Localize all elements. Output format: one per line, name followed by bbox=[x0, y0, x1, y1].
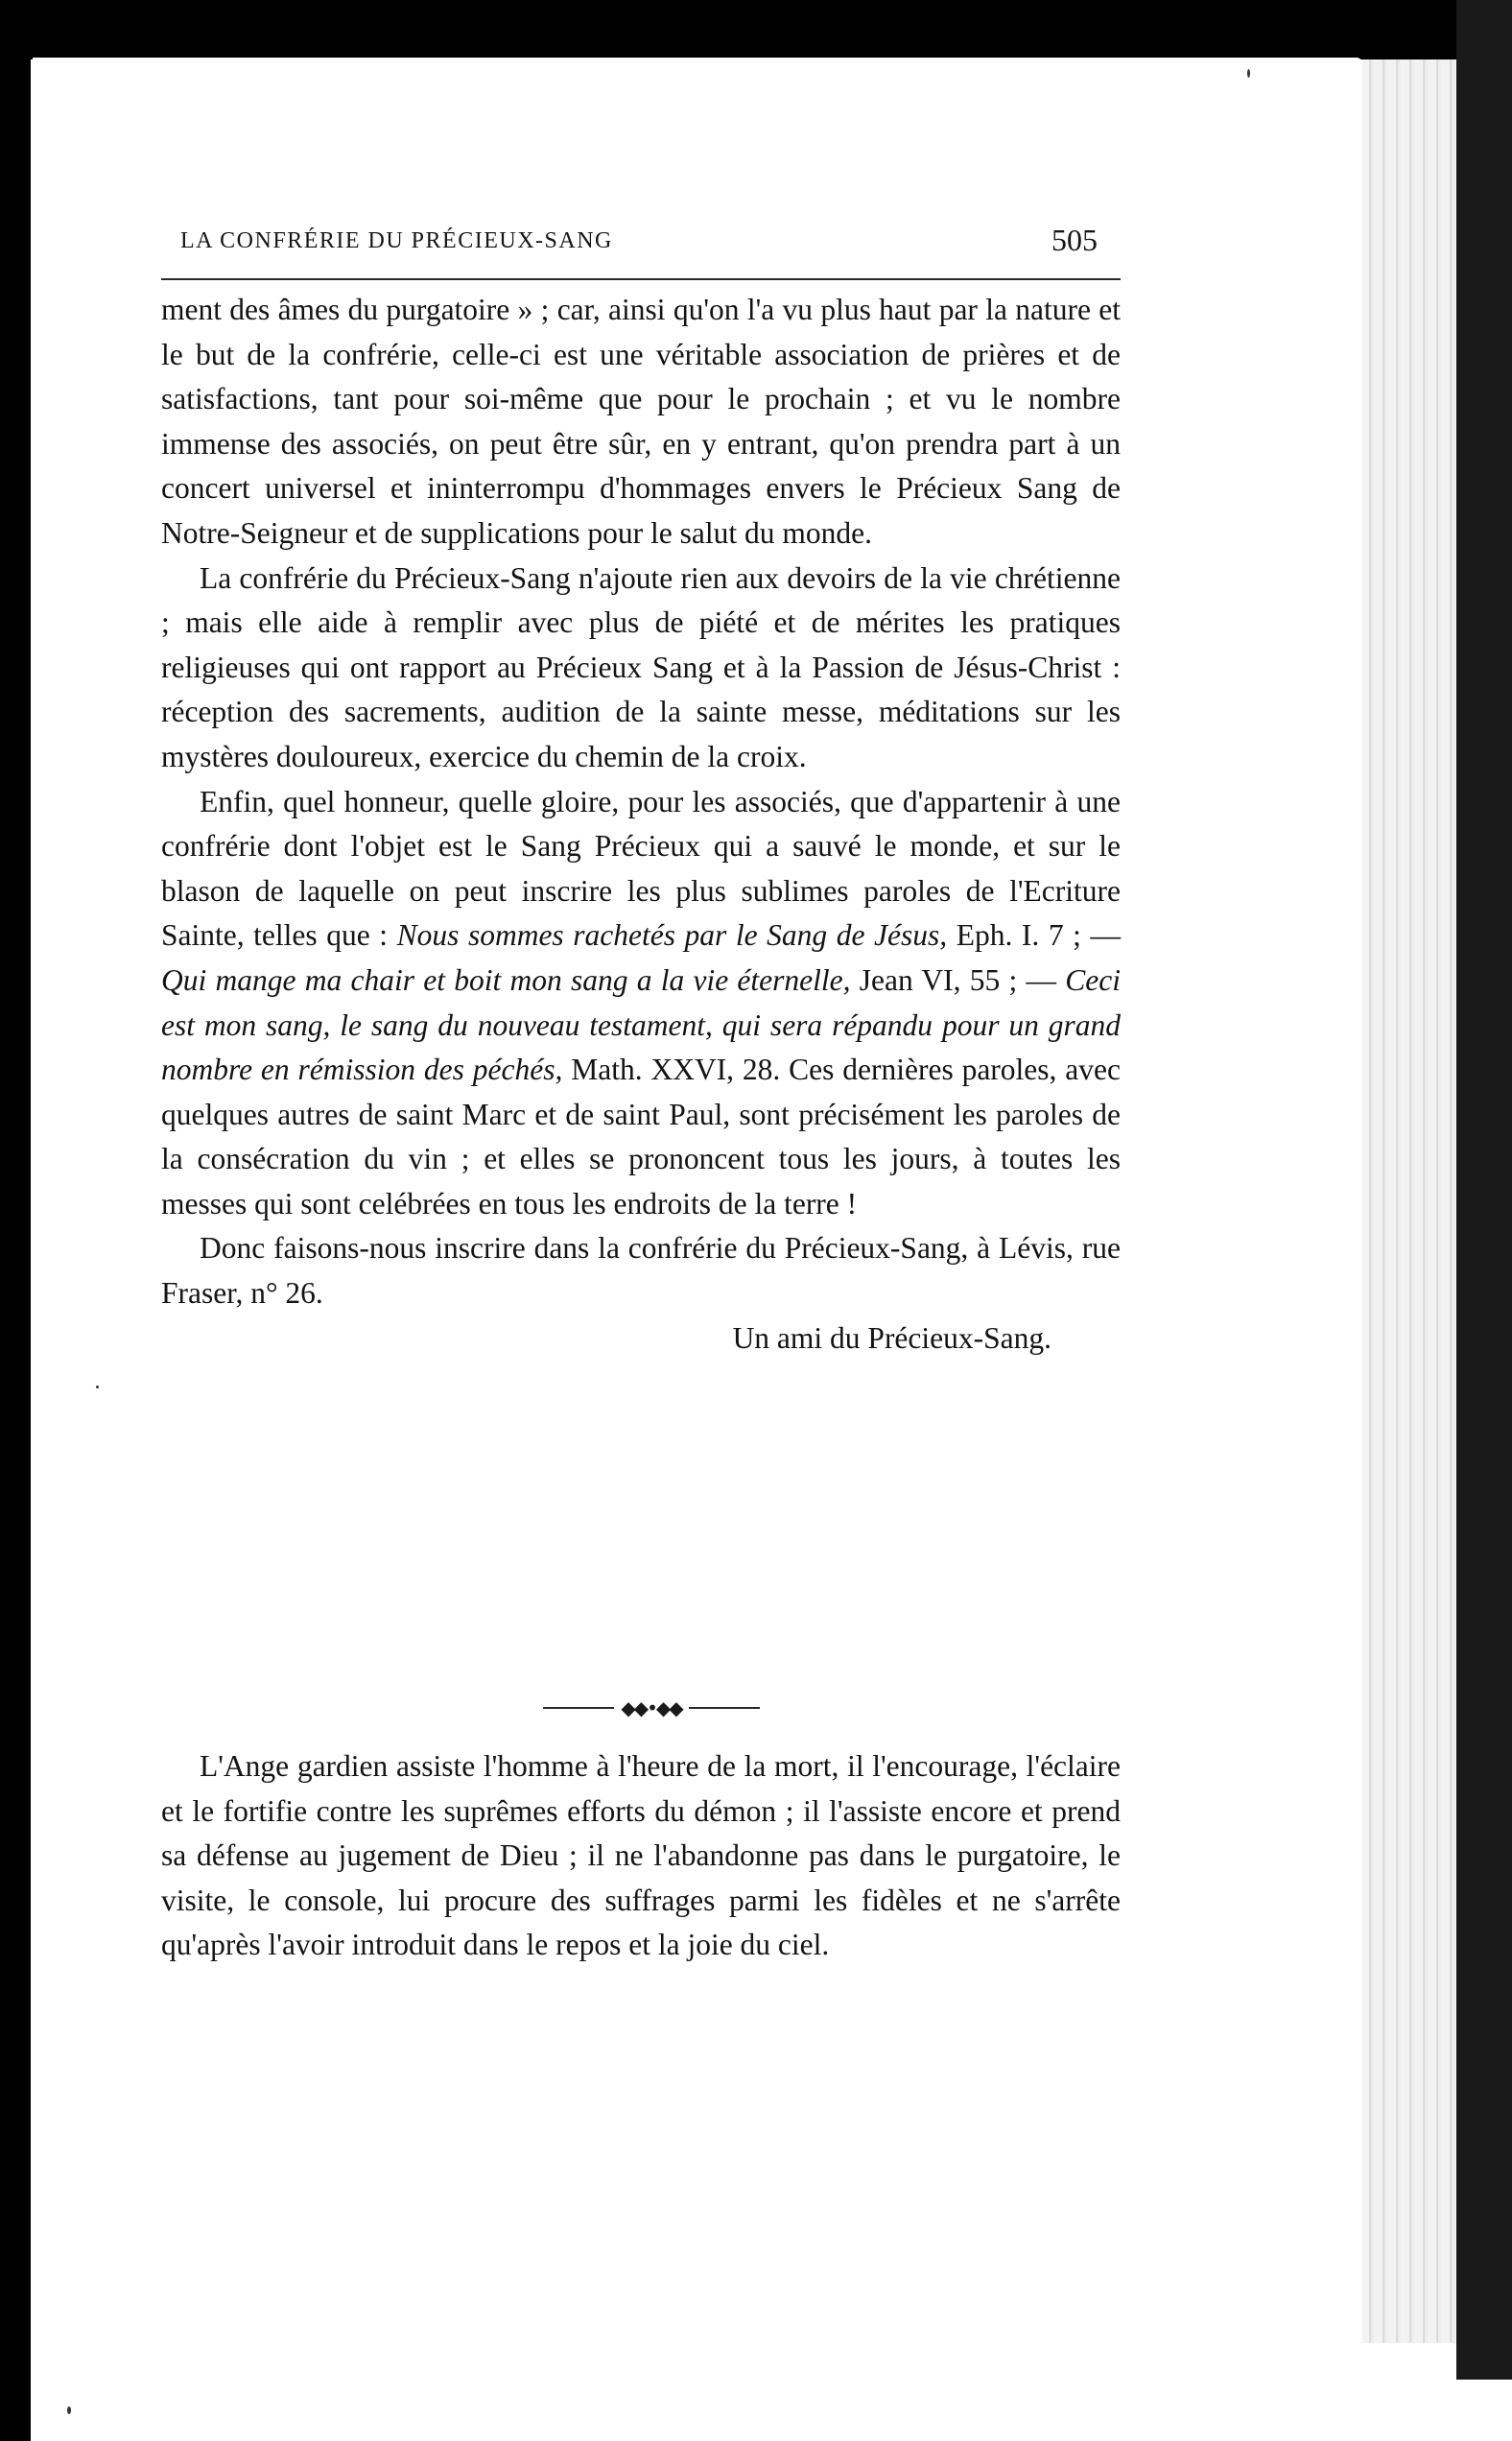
paragraph-2 bbox=[161, 557, 1121, 780]
text-run: L'Ange gardien assiste l'homme à l'heure de la mort, il l'encourage, l'éclaire et le fortifie contre les suprêmes efforts du démon ; il l'assiste encore et prend sa défense au jugement de Dieu ; il ne l'abandonne pas dans le purgatoire, le visite, le console, lui procure des suffrages parmi les fidèles et ne s'arrête qu'après l'avoir introduit dans le repos et la joie du ciel. bbox=[161, 1749, 1121, 1962]
main-text bbox=[161, 288, 1121, 1361]
scan-speck bbox=[67, 2406, 71, 2414]
closing-text bbox=[161, 1744, 1121, 1968]
italic-citation: Qui mange ma chair et boit mon sang a la vie éternelle, bbox=[161, 962, 851, 997]
text-run: Eph. I. 7 ; — bbox=[947, 918, 1121, 953]
paragraph-5 bbox=[161, 1744, 1121, 1968]
ornament-line-left bbox=[543, 1707, 614, 1709]
italic-citation: Nous sommes rachetés par le Sang de Jésus, bbox=[396, 918, 948, 953]
text-run: Math. XXVI, 28. Ces dernières paroles, avec quelques autres de saint Marc et de saint Paul, sont précisément les paroles de la consécration du vin ; et elles se prononcent tous les jours, à toutes les messes qui sont celébrées en tous les endroits de la terre ! bbox=[161, 1053, 1121, 1220]
page-number: 505 bbox=[1051, 223, 1098, 257]
ornament-glyph: ◆◆•◆◆ bbox=[621, 1696, 682, 1719]
scanner-border-left bbox=[0, 0, 31, 2441]
text-run: ment des âmes du purgatoire » ; car, ainsi qu'on l'a vu plus haut par la nature et le but de la confrérie, celle-ci est une véritable association de prières et de satisfactions, tant pour soi-même que pour le prochain ; et vu le nombre immense des associés, on peut être sûr, en y entrant, qu'on prendra part à un concert universel et ininterrompu d'hommages envers le Précieux Sang de Notre-Seigneur et de supplications pour le salut du monde. bbox=[161, 293, 1121, 550]
text-run: Enfin, quel honneur, quelle gloire, pour les associés, que d'appartenir à une confrérie dont l'objet est le Sang Précieux qui a sauvé le monde, et sur le blason de laquelle on peut inscrire les plus sublimes paroles de l'Ecriture Sainte, telles que : bbox=[161, 784, 1121, 953]
paragraph-3 bbox=[161, 780, 1121, 1227]
text-run: La confrérie du Précieux-Sang n'ajoute rien aux devoirs de la vie chrétienne ; mais elle aide à remplir avec plus de piété et de mérites les pratiques religieuses qui ont rapport au Précieux Sang et à la Passion de Jésus-Christ : réception des sacrements, audition de la sainte messe, méditations sur les mystères douloureux, exercice du chemin de la croix. bbox=[161, 560, 1121, 773]
header-rule bbox=[161, 278, 1121, 280]
text-run: Donc faisons-nous inscrire dans la confrérie du Précieux-Sang, à Lévis, rue Fraser, n° 26. bbox=[161, 1231, 1121, 1311]
ornament-line-right bbox=[689, 1707, 760, 1709]
text-run: Jean VI, 55 ; — bbox=[850, 962, 1066, 997]
scan-speck bbox=[1247, 69, 1250, 78]
scanner-border-top bbox=[0, 0, 1512, 59]
scanner-border-right bbox=[1456, 0, 1512, 2380]
section-ornament bbox=[543, 1696, 760, 1719]
italic-citation: Ceci est mon sang, le sang du nouveau testament, qui sera répandu pour un grand nombre en rémission des péchés, bbox=[161, 962, 1121, 1087]
paragraph-4 bbox=[161, 1226, 1121, 1315]
signature: Un ami du Précieux-Sang. bbox=[732, 1320, 1051, 1355]
paragraph-1 bbox=[161, 288, 1121, 557]
running-title: LA CONFRÉRIE DU PRÉCIEUX-SANG bbox=[180, 228, 613, 253]
scan-speck bbox=[96, 1386, 99, 1388]
page-stack-edges bbox=[1362, 59, 1458, 2343]
